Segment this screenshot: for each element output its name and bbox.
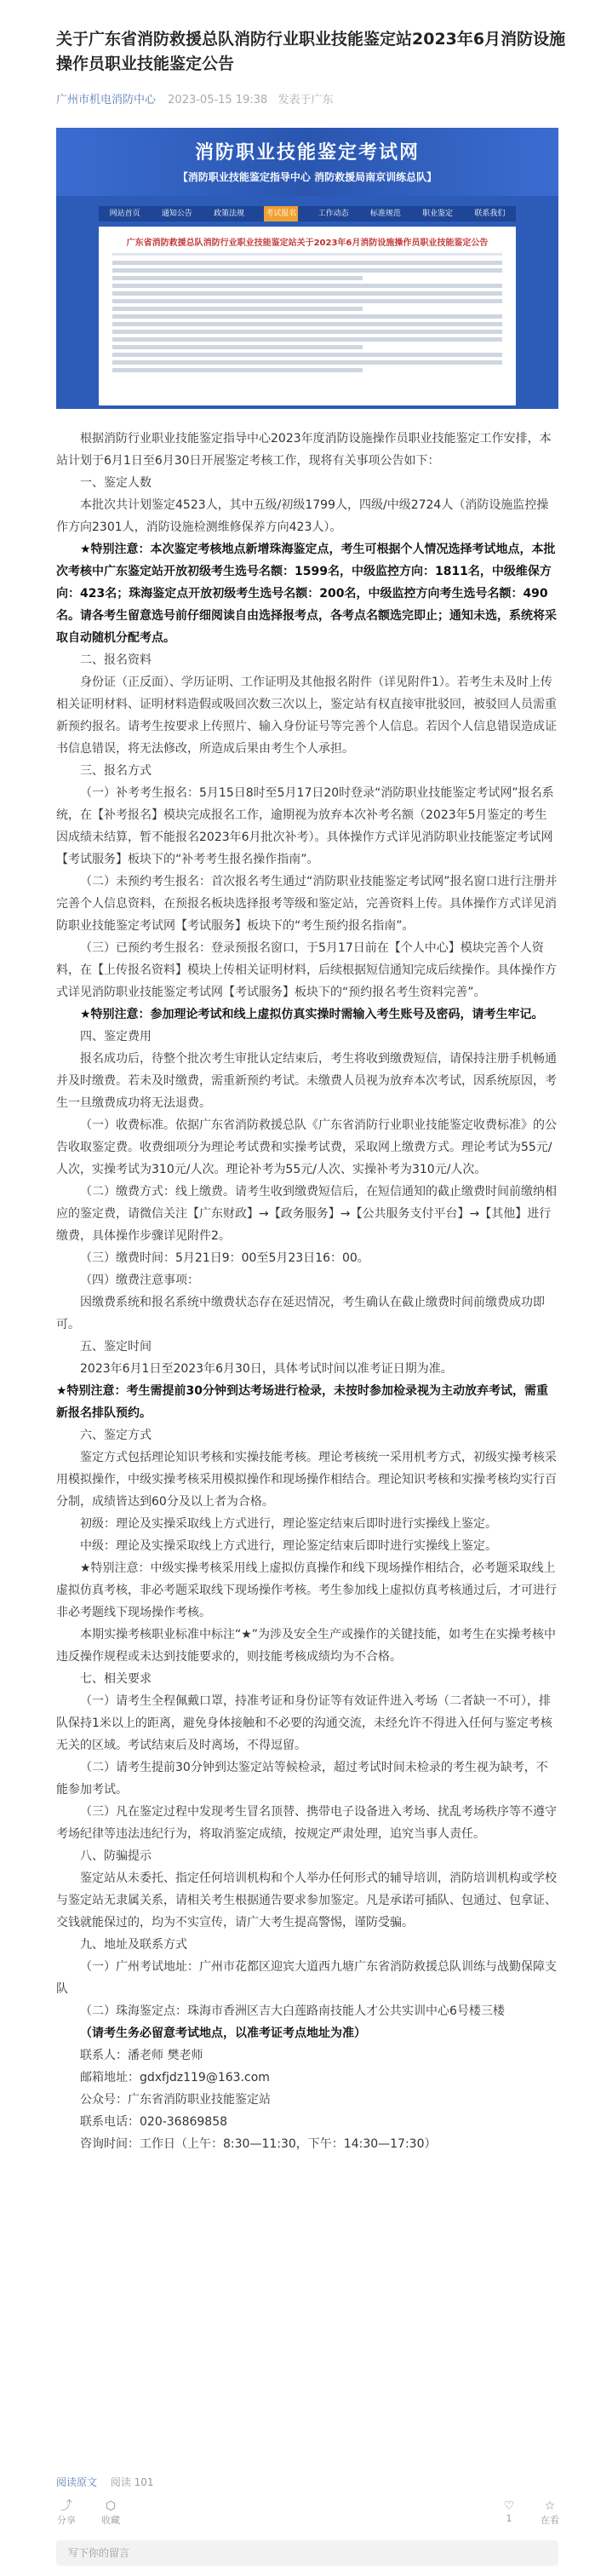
contact-account: 公众号：广东省消防职业技能鉴定站 [80, 2093, 271, 2107]
thumbs-up-icon: ♡ [503, 2499, 515, 2513]
text-line [112, 337, 502, 342]
paragraph: （一）广州考试地址：广州市花都区迎宾大道西九塘广东省消防救援总队训练与战勤保障支队 [56, 1960, 557, 1996]
paragraph: （一）补考考生报名：5月15日8时至5月17日20时登录“消防职业技能鉴定考试网”报名系统，在【补考报名】模块完成报名工作，逾期视为放弃本次补考名额（2023年5月鉴定的考生因成绩未结算，暂不能报名2023年6月批次补考）。具体操作方式详见消防职业技能鉴定考试网【考试服务】板块下的“补考考生报名操作指南”。 [56, 786, 554, 866]
text-line [112, 291, 502, 296]
banner-nav-item: 网站首页 [109, 210, 140, 218]
notice-paragraph: ★特别注意：本次鉴定考核地点新增珠海鉴定点，考生可根据个人情况选择考试地点，本批次考核中广东鉴定站开放初级考生选号名额：1599名，中级监控方向：1811名，中级维保方向：423名；珠海鉴定点开放初级考生选号名额：200名，中级监控方向考生选号名额：490名。请各考生留意选号前仔细阅读自由选择报考点，各考点名额选完即止；通知未选，系统将采取自动随机分配考点。 [56, 543, 557, 645]
comment-input[interactable] [56, 2540, 558, 2566]
collect-button[interactable] [94, 2499, 128, 2527]
contact-hours: 咨询时间：工作日（上午：8:30—11:30，下午：14:30—17:30） [80, 2137, 437, 2151]
paragraph: 因缴费系统和报名系统中缴费状态存在延迟情况，考生确认在截止缴费时间前缴费成功即可。 [56, 1296, 545, 1331]
header-image [56, 128, 558, 409]
text-line [112, 322, 502, 326]
text-line [112, 307, 363, 311]
paragraph: （二）珠海鉴定点：珠海市香洲区吉大白莲路南技能人才公共实训中心6号楼三楼 [80, 2004, 505, 2018]
section-heading: 七、相关要求 [80, 1672, 152, 1686]
section-heading: 六、鉴定方式 [80, 1429, 152, 1442]
read-original-link[interactable]: 阅读原文 [56, 2476, 98, 2488]
share-label: 分享 [57, 2515, 76, 2526]
paragraph: 报名成功后，待整个批次考生审批认定结束后，考生将收到缴费短信，请保持注册手机畅通并及时缴费。若未及时缴费，需重新预约考试。未缴费人员视为放弃本次考试，因系统原因，考生一旦缴费成功将无法退费。 [56, 1052, 557, 1110]
contact-phone: 联系电话：020-36869858 [80, 2115, 228, 2129]
text-line [112, 268, 502, 273]
share-icon: ⤴ [60, 2499, 72, 2513]
share-button[interactable] [49, 2499, 83, 2527]
banner-header [56, 128, 558, 196]
publish-location: 发表于广东 [277, 94, 334, 106]
banner-nav-item: 工作动态 [318, 210, 349, 218]
notice-paragraph: ★特别注意：参加理论考试和线上虚拟仿真实操时需输入考生账号及密码，请考生牢记。 [80, 1008, 544, 1021]
paragraph: （三）凡在鉴定过程中发现考生冒名顶替、携带电子设备进入考场、扰乱考场秩序等不遵守考场纪律等违法违纪行为，将取消鉴定成绩，按规定严肃处理，追究当事人责任。 [56, 1805, 557, 1841]
paragraph: 鉴定站从未委托、指定任何培训机构和个人举办任何形式的辅导培训，消防培训机构或学校与鉴定站无隶属关系，请相关考生根据通告要求参加鉴定。凡是承诺可插队、包通过、包拿证、交钱就能保过的，均为不实宣传，请广大考生提高警惕，谨防受骗。 [56, 1872, 557, 1929]
section-heading: 三、报名方式 [80, 764, 152, 778]
banner-title: 消防职业技能鉴定考试网 [194, 142, 420, 164]
like-button[interactable] [492, 2499, 526, 2524]
section-heading: 一、鉴定人数 [80, 476, 152, 490]
text-line [112, 299, 502, 303]
section-heading: 九、地址及联系方式 [80, 1938, 187, 1952]
section-heading: 五、鉴定时间 [80, 1340, 152, 1354]
heart-icon: ☆ [544, 2499, 556, 2513]
banner-card-title: 广东省消防救援总队消防行业职业技能鉴定站关于2023年6月消防设施操作员职业技能鉴定公告 [126, 239, 489, 248]
notice-paragraph: ★特别注意：考生需提前30分钟到达考场进行检录，未按时参加检录视为主动放弃考试，需重新报名排队预约。 [56, 1384, 549, 1420]
read-count: 阅读 101 [110, 2476, 154, 2488]
text-line [112, 345, 363, 349]
contact-email: 邮箱地址：gdxfjdz119@163.com [80, 2071, 270, 2084]
paragraph: 2023年6月1日至2023年6月30日，具体考试时间以准考证日期为准。 [80, 1362, 453, 1376]
notice-paragraph: ★特别注意：中级实操考核采用线上虚拟仿真操作和线下现场操作相结合，必考题采取线上虚拟仿真考核，非必考题采取线下现场操作考核。考生参加线上虚拟仿真考核通过后，才可进行非必考题线下现场操作考核。 [56, 1561, 557, 1619]
wow-label: 在看 [541, 2515, 559, 2526]
paragraph: 初级：理论及实操采取线上方式进行，理论鉴定结束后即时进行实操线上鉴定。 [80, 1517, 497, 1531]
text-line [112, 276, 363, 280]
paragraph: （四）缴费注意事项： [80, 1274, 199, 1287]
article-meta [56, 90, 340, 106]
paragraph: （二）请考生提前30分钟到达鉴定站等候检录，超过考试时间未检录的考生视为缺考，不能参加考试。 [56, 1761, 548, 1797]
like-count: 1 [506, 2513, 512, 2524]
banner-notice-card [99, 227, 516, 405]
banner-subtitle: 【消防职业技能鉴定指导中心 消防救援局南京训练总队】 [177, 171, 438, 183]
paragraph: 本批次共计划鉴定4523人，其中五级/初级1799人，四级/中级2724人（消防设施监控操作方向2301人，消防设施检测维修保养方向423人）。 [56, 498, 549, 534]
comment-placeholder: 写下你的留言 [68, 2547, 130, 2559]
text-line [112, 261, 502, 265]
collect-icon: ⬡ [105, 2499, 117, 2513]
paragraph: 中级：理论及实操采取线上方式进行，理论鉴定结束后即时进行实操线上鉴定。 [80, 1539, 497, 1553]
collect-label: 收藏 [101, 2515, 120, 2526]
text-line [112, 360, 502, 365]
banner-nav-item: 考试报名 [264, 206, 298, 221]
paragraph: 身份证（正反面）、学历证明、工作证明及其他报名附件（详见附件1）。若考生未及时上传相关证明材料、证明材料造假或吸回次数三次以上，鉴定站有权直接审批驳回，被驳回人员需重新预约报名。请考生按要求上传照片、输入身份证号等完善个人信息。若因个人信息错误造成证书信息错误，将无法修改，所造成后果由考生个人承担。 [56, 676, 557, 756]
contact-person: 联系人：潘老师 樊老师 [80, 2049, 203, 2062]
banner-nav [99, 206, 516, 221]
paragraph: （二）缴费方式：线上缴费。请考生收到缴费短信后，在短信通知的截止缴费时间前缴纳相应的鉴定费，请微信关注【广东财政】→【政务服务】→【公共服务支付平台】→【其他】进行缴费，具体操作步骤详见附件2。 [56, 1185, 557, 1243]
paragraph: （三）已预约考生报名：登录预报名窗口，于5月17日前在【个人中心】模块完善个人资料，在【上传报名资料】模块上传相关证明材料，后续根据短信通知完成后续操作。具体操作方式详见消防职业技能鉴定考试网【考试服务】板块下的“预约报名考生资料完善”。 [56, 941, 557, 999]
action-bar [0, 2496, 595, 2532]
notice-paragraph: （请考生务必留意考试地点，以准考证考点地址为准） [80, 2027, 366, 2040]
article-footer [56, 2475, 154, 2489]
section-heading: 二、报名资料 [80, 653, 152, 667]
paragraph: 鉴定方式包括理论知识考核和实操技能考核。理论考核统一采用机考方式，初级实操考核采用模拟操作，中级实操考核采用模拟操作和现场操作相结合。理论知识考核和实操考核均实行百分制，成绩皆达到60分及以上者为合格。 [56, 1451, 557, 1509]
text-line [112, 314, 502, 319]
text-line [112, 368, 363, 372]
article-title: 关于广东省消防救援总队消防行业职业技能鉴定站2023年6月消防设施操作员职业技能鉴定公告 [56, 30, 566, 73]
contact-info [56, 2044, 558, 2155]
paragraph: 根据消防行业职业技能鉴定指导中心2023年度消防设施操作员职业技能鉴定工作安排，本站计划于6月1日至6月30日开展鉴定考核工作，现将有关事项公告如下： [56, 432, 552, 468]
account-name[interactable]: 广州市机电消防中心 [56, 94, 157, 106]
text-line [112, 330, 502, 334]
text-line [112, 284, 502, 288]
section-heading: 八、防骗提示 [80, 1849, 152, 1863]
paragraph: （三）缴费时间：5月21日9：00至5月23日16：00。 [80, 1251, 369, 1265]
wow-button[interactable] [533, 2499, 567, 2527]
paragraph: 本期实操考核职业标准中标注“★”为涉及安全生产或操作的关键技能，如考生在实操考核中违反操作规程或未达到技能要求的，则技能考核成绩均为不合格。 [56, 1628, 557, 1664]
paragraph: （一）收费标准。依据广东省消防救援总队《广东省消防行业职业技能鉴定收费标准》的公告收取鉴定费。收费细项分为理论考试费和实操考试费，采取网上缴费方式。理论考试为55元/人次，实操考试为310元/人次。理论补考为55元/人次、实操补考为310元/人次。 [56, 1118, 557, 1176]
paragraph: （一）请考生全程佩戴口罩，持准考证和身份证等有效证件进入考场（二者缺一不可），排队保持1米以上的距离，避免身体接触和不必要的沟通交流，未经允许不得进入任何与鉴定考核无关的区域。考试结束后及时离场，不得逗留。 [56, 1694, 552, 1752]
banner-nav-item: 标准规范 [369, 210, 401, 218]
banner-nav-item: 联系我们 [474, 210, 506, 218]
publish-date: 2023-05-15 19:38 [168, 94, 268, 106]
banner-nav-item: 通知公告 [161, 210, 192, 218]
text-line [112, 353, 502, 357]
paragraph: （二）未预约考生报名：首次报名考生通过“消防职业技能鉴定考试网”报名窗口进行注册并完善个人信息资料，在预报名板块选择报考等级和鉴定站，完善资料上传。具体操作方式详见消防职业技能鉴定考试网【考试服务】板块下的“考生预约报名指南”。 [56, 875, 558, 933]
section-heading: 四、鉴定费用 [80, 1030, 152, 1044]
article-body [56, 428, 558, 2155]
banner-nav-item: 职业鉴定 [422, 210, 454, 218]
divider [112, 253, 502, 256]
banner-nav-item: 政策法规 [214, 210, 245, 218]
